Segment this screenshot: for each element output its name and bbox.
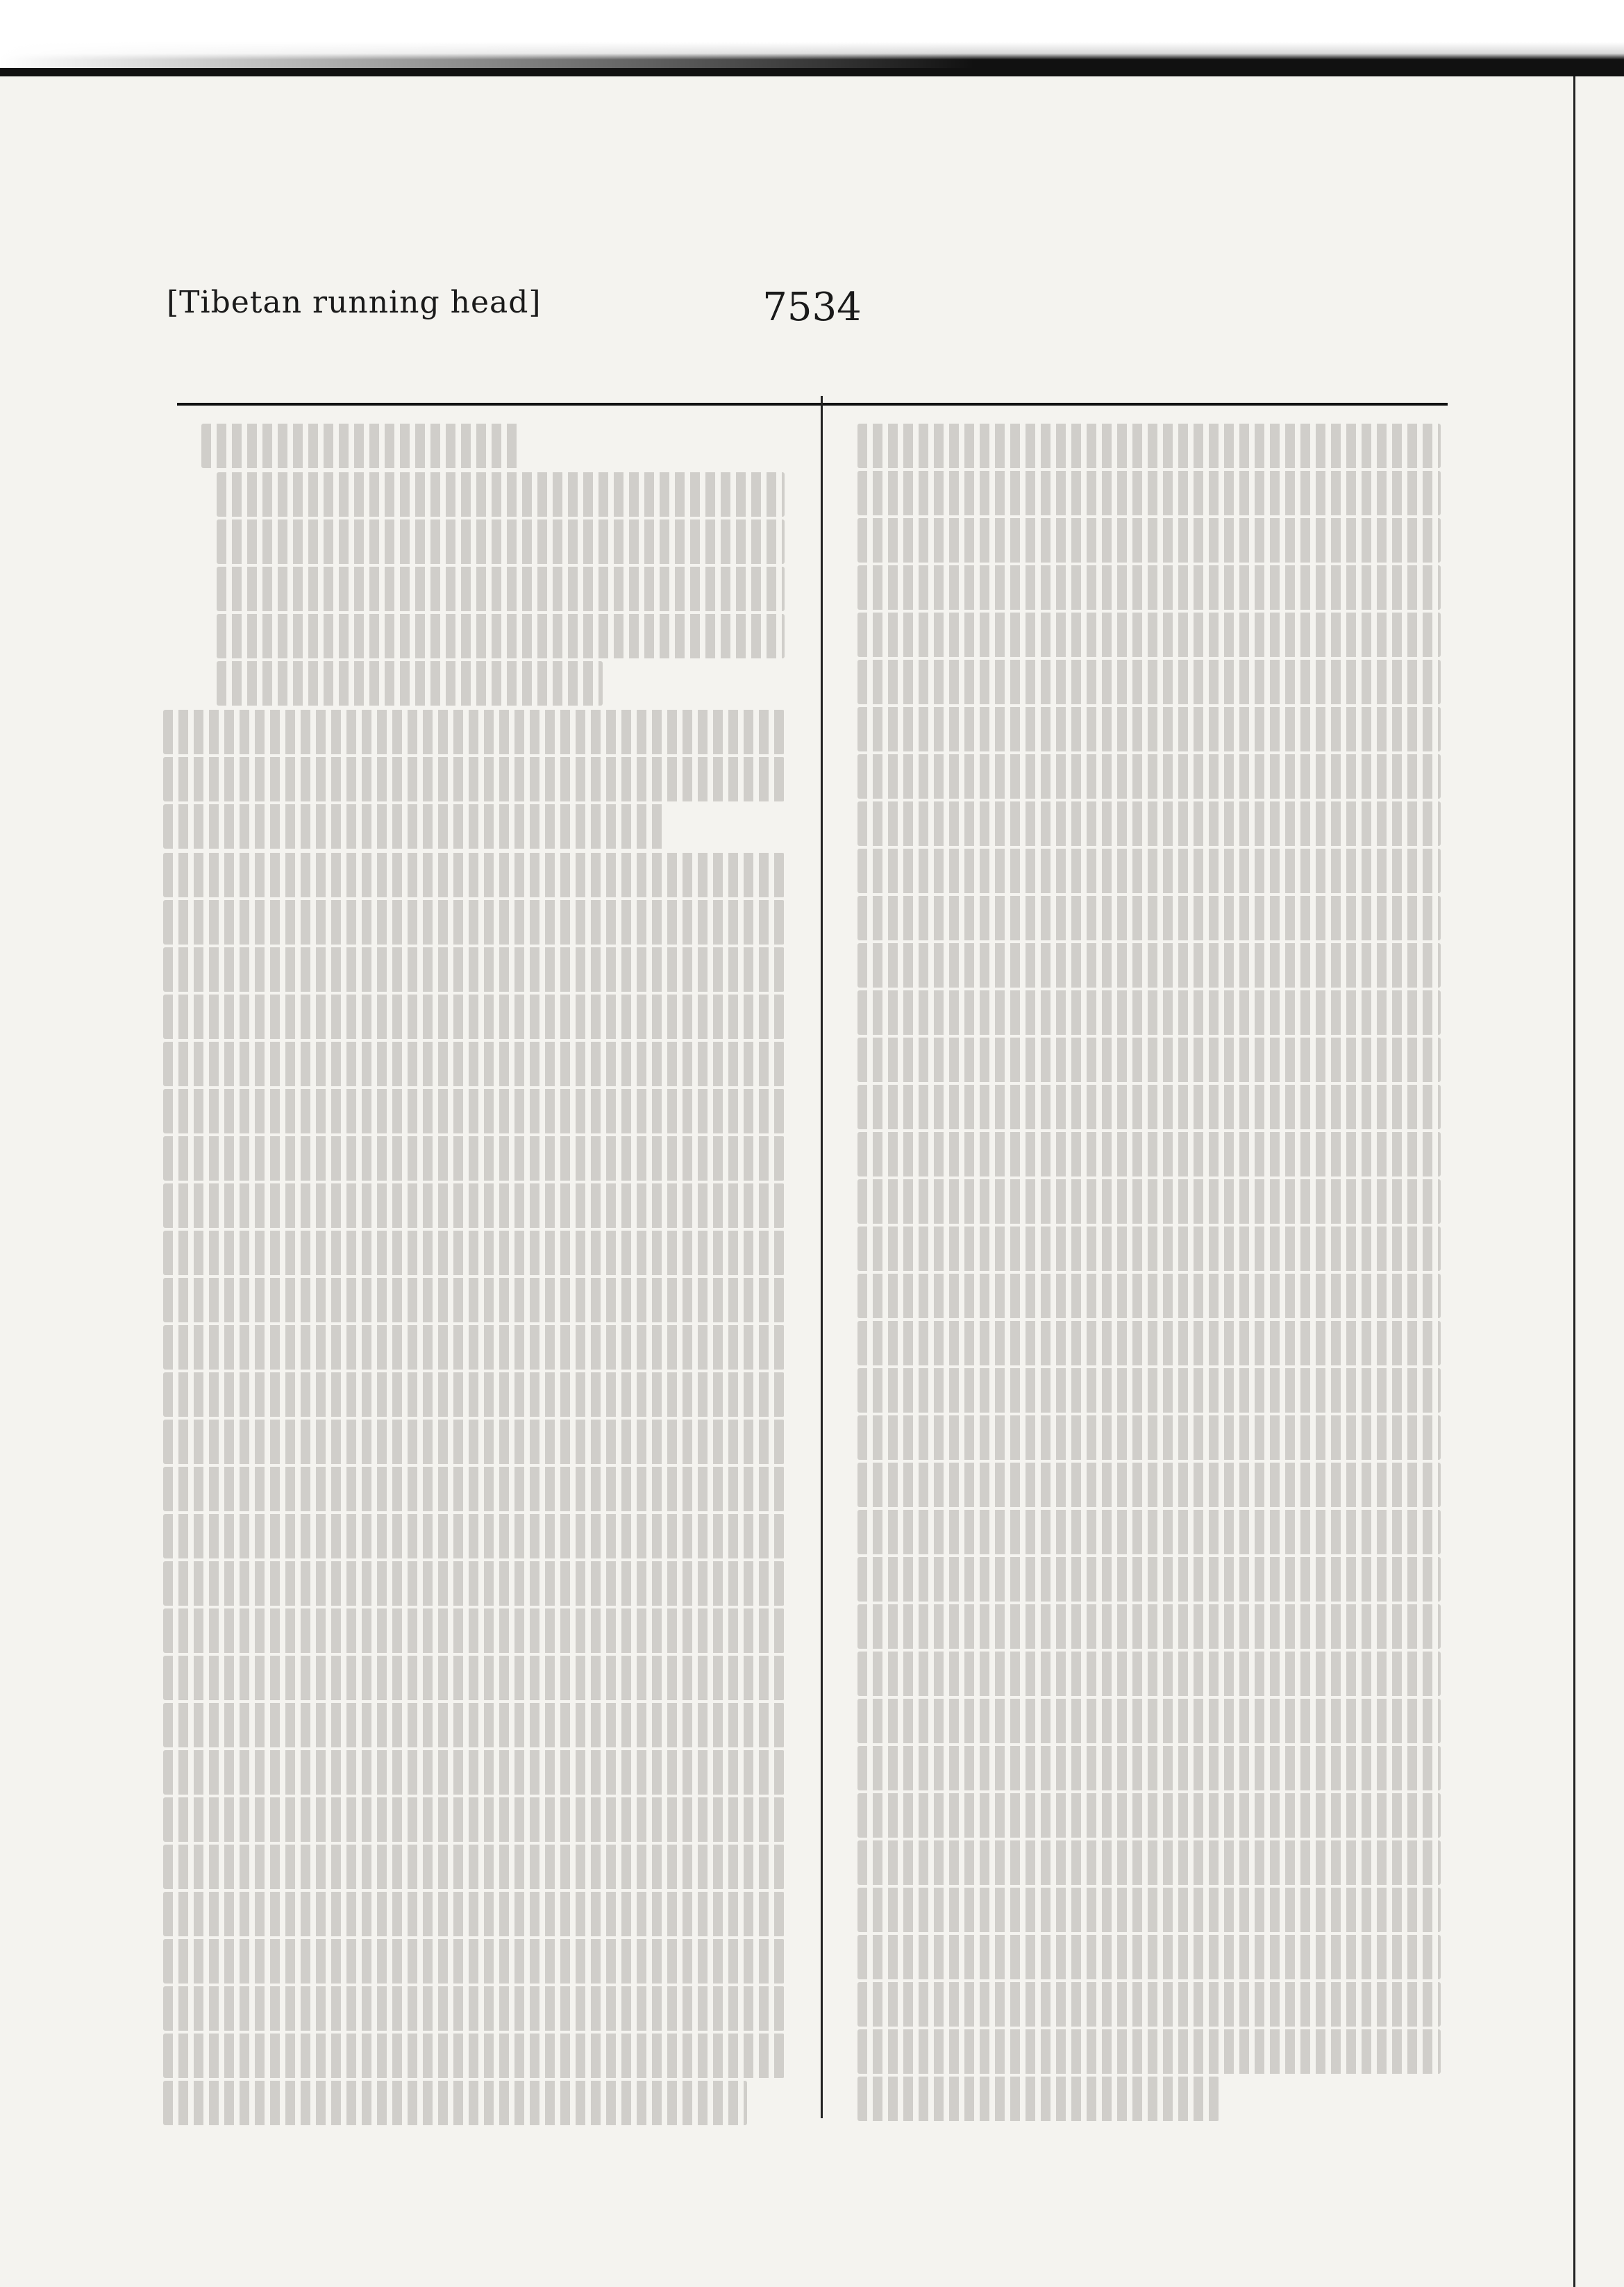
left-column	[201, 424, 785, 2129]
page-header	[167, 271, 1457, 347]
entry-line-placeholder	[163, 710, 785, 754]
entry-line-placeholder	[857, 896, 1441, 940]
right-column	[857, 424, 1441, 2125]
entry-line-placeholder	[857, 2029, 1441, 2074]
entry-line-placeholder	[163, 1656, 785, 1700]
entry-line-placeholder	[857, 990, 1441, 1035]
entry-line-placeholder	[857, 1321, 1441, 1365]
entry-line-placeholder	[163, 1986, 785, 2031]
dictionary-entry	[201, 424, 785, 468]
entry-line-placeholder	[857, 1226, 1441, 1271]
entry-line-placeholder	[163, 1703, 785, 1747]
entry-line-placeholder	[163, 1750, 785, 1795]
entry-line-placeholder	[217, 472, 785, 517]
entry-line-placeholder	[217, 519, 785, 564]
entry-line-placeholder	[163, 1136, 785, 1181]
entry-line-placeholder	[163, 1372, 785, 1417]
entry-line-placeholder	[857, 849, 1441, 893]
entry-line-placeholder	[857, 801, 1441, 846]
entry-line-placeholder	[163, 2081, 747, 2125]
column-divider	[821, 396, 823, 2118]
entry-line-placeholder	[857, 1274, 1441, 1318]
entry-line-placeholder	[857, 565, 1441, 610]
entry-line-placeholder	[857, 2077, 1219, 2121]
entry-line-placeholder	[163, 1325, 785, 1370]
entry-line-placeholder	[163, 1608, 785, 1653]
entry-line-placeholder	[857, 1982, 1441, 2027]
entry-line-placeholder	[201, 424, 522, 468]
entry-line-placeholder	[857, 424, 1441, 468]
entry-line-placeholder	[163, 947, 785, 992]
entry-line-placeholder	[163, 1939, 785, 1984]
entry-line-placeholder	[857, 943, 1441, 988]
entry-line-placeholder	[857, 1888, 1441, 1932]
entry-line-placeholder	[857, 1132, 1441, 1176]
entry-line-placeholder	[163, 995, 785, 1039]
entry-line-placeholder	[163, 853, 785, 897]
entry-line-placeholder	[217, 567, 785, 611]
entry-line-placeholder	[857, 1935, 1441, 1979]
entry-line-placeholder	[163, 1514, 785, 1558]
entry-line-placeholder	[163, 1892, 785, 1936]
entry-line-placeholder	[857, 1085, 1441, 1129]
entry-line-placeholder	[217, 661, 603, 706]
entry-line-placeholder	[163, 757, 785, 801]
entry-line-placeholder	[857, 1746, 1441, 1790]
entry-line-placeholder	[163, 1420, 785, 1464]
header-rule	[177, 403, 1448, 406]
dictionary-entry	[857, 424, 1441, 2121]
page-number: 7534	[762, 285, 862, 330]
entry-line-placeholder	[857, 1510, 1441, 1554]
entry-line-placeholder	[857, 1699, 1441, 1743]
entry-line-placeholder	[857, 613, 1441, 657]
entry-line-placeholder	[857, 518, 1441, 563]
entry-line-placeholder	[857, 754, 1441, 799]
entry-line-placeholder	[857, 471, 1441, 515]
entry-line-placeholder	[163, 1042, 785, 1086]
entry-line-placeholder	[857, 1368, 1441, 1413]
entry-line-placeholder	[857, 1793, 1441, 1838]
entry-line-placeholder	[163, 1561, 785, 1606]
entry-line-placeholder	[163, 900, 785, 945]
entry-line-placeholder	[217, 614, 785, 658]
entry-line-placeholder	[163, 1089, 785, 1133]
entry-line-placeholder	[163, 1845, 785, 1889]
dictionary-entry	[163, 853, 785, 2125]
entry-line-placeholder	[857, 1652, 1441, 1696]
entry-line-placeholder	[163, 1183, 785, 1228]
entry-line-placeholder	[857, 1840, 1441, 1885]
entry-line-placeholder	[857, 1415, 1441, 1460]
entry-line-placeholder	[857, 1179, 1441, 1224]
entry-line-placeholder	[163, 2034, 785, 2078]
dictionary-entry	[201, 472, 785, 706]
entry-line-placeholder	[163, 1278, 785, 1322]
running-head: [Tibetan running head]	[167, 285, 542, 320]
entry-line-placeholder	[857, 660, 1441, 704]
scan-top-edge	[0, 0, 1624, 76]
scan-binding-edge	[1573, 76, 1624, 2287]
entry-line-placeholder	[857, 1463, 1441, 1507]
entry-line-placeholder	[163, 1797, 785, 1842]
entry-line-placeholder	[857, 707, 1441, 751]
entry-line-placeholder	[163, 1467, 785, 1511]
entry-line-placeholder	[163, 804, 667, 849]
entry-line-placeholder	[857, 1038, 1441, 1082]
entry-line-placeholder	[857, 1557, 1441, 1602]
dictionary-entry	[163, 710, 785, 849]
entry-line-placeholder	[857, 1604, 1441, 1649]
entry-line-placeholder	[163, 1231, 785, 1275]
